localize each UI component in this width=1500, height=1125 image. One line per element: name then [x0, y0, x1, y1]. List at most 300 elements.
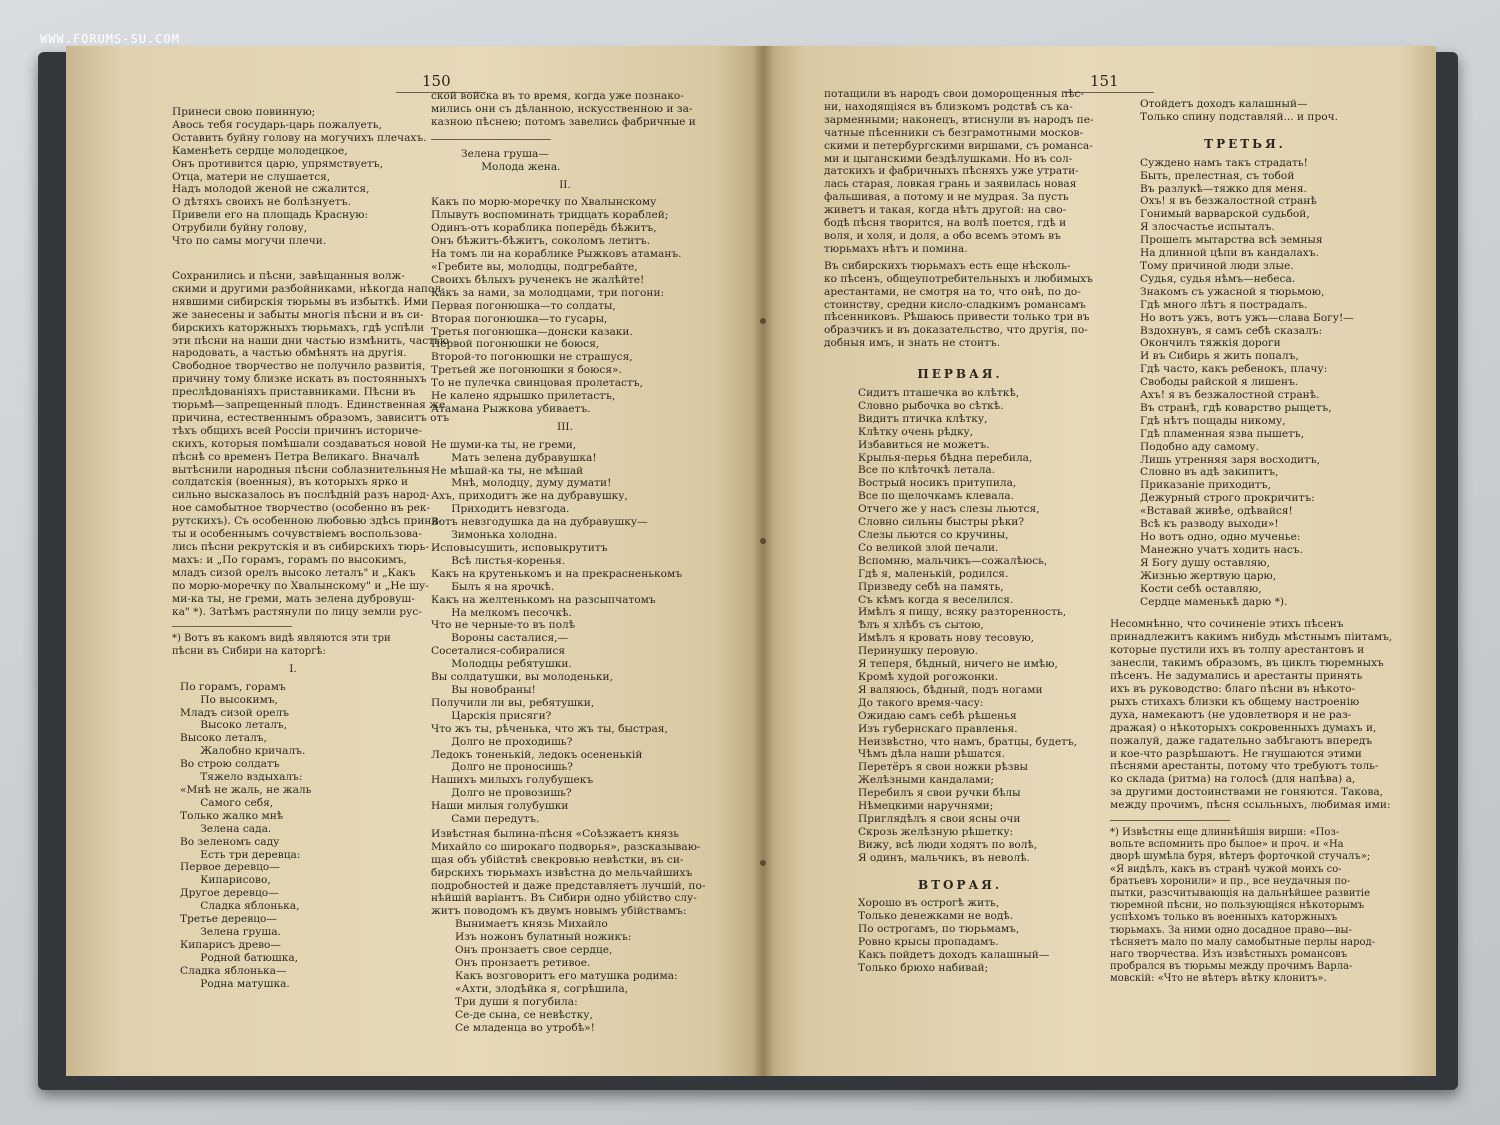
text-line: Что жъ ты, рѣченька, что жъ ты, быстрая,	[431, 722, 668, 735]
binding-stitch	[760, 318, 766, 324]
text-line: Кипарисъ древо—	[180, 938, 282, 951]
text-line: Въ странѣ, гдѣ коварство рыщетъ,	[1140, 401, 1332, 414]
text-line: По горамъ, горамъ	[180, 680, 286, 693]
text-line: Какъ на крутенькомъ и на прекрасненькомъ	[431, 567, 683, 580]
text-line: *) Вотъ въ какомъ видѣ являются эти три	[172, 633, 391, 645]
text-line: То не пулечка свинцовая пролетастъ,	[431, 377, 643, 390]
text-line: эти пѣсни на наши дни частью измѣнить, частью	[172, 334, 450, 347]
text-line: бирскихъ тюрьмахъ извѣстна до мельчайшихъ	[431, 866, 693, 879]
text-line: Знакомъ съ ужасной я тюрьмою,	[1140, 285, 1325, 298]
text-line: тѣсняетъ мало по малу самобытные перлы народ-	[1110, 936, 1376, 948]
text-line: Словно рыбочка во сѣткѣ.	[858, 399, 1004, 412]
text-line: пѣсенъ. Не задумались и арестанты принять	[1110, 670, 1363, 683]
text-line: зарменными; наконецъ, втиснули въ народъ пе-	[824, 113, 1094, 126]
text-line: Атамана Рыжкова убиваетъ.	[431, 402, 591, 415]
text-line: По острогамъ, по тюрьмамъ,	[858, 923, 1020, 936]
text-line: Молода жена.	[461, 160, 561, 173]
text-line: Подобно аду самому.	[1140, 440, 1259, 453]
text-line: Сидитъ пташечка во клѣткѣ,	[858, 387, 1020, 400]
text-line: Имѣлъ я кровать нову тесовую,	[858, 632, 1035, 645]
text-line: Какъ на желтенькомъ на разсыпчатомъ	[431, 593, 656, 606]
text-line: Въ сибирскихъ тюрьмахъ есть еще нѣсколь-	[824, 259, 1071, 272]
text-line: Что по самы могучи плечи.	[172, 235, 327, 248]
text-line: Вотъ невзгодушка да на дубравушку—	[431, 516, 648, 529]
text-line: Высоко леталъ,	[180, 732, 267, 745]
text-line: Гдѣ часто, какъ ребенокъ, плачу:	[1140, 363, 1328, 376]
section-numeral-1: I.	[289, 662, 297, 675]
text-line: Лишь утренняя заря восходитъ,	[1140, 453, 1320, 466]
text-line: за другими достоинствами не гоняются. Такова,	[1110, 786, 1384, 799]
text-line: Всѣ листья-коренья.	[431, 554, 566, 567]
text-line: Какъ по морю-моречку по Хвалынскому	[431, 196, 657, 209]
text-line: Мнѣ, молодцу, думу думати!	[431, 477, 612, 490]
text-line: Родной батюшка,	[180, 951, 299, 964]
text-line: Зимонька холодна.	[431, 529, 558, 542]
text-line: дворѣ шумѣла буря, вѣтеръ форточкой стучалъ»;	[1110, 851, 1371, 863]
text-line: Свободы райской я лишенъ.	[1140, 376, 1299, 389]
text-line: младъ сизой орелъ высоко леталъ" и „Какъ	[172, 566, 416, 579]
footnote	[1110, 827, 1380, 986]
text-line: Гонимый варварской судьбой,	[1140, 208, 1310, 221]
text-line: Клѣтку очень рѣдку,	[858, 425, 974, 438]
text-line: Молодцы ребятушки.	[431, 658, 572, 671]
text-line: Вынимаетъ князь Михайло	[455, 918, 608, 931]
text-line: бирскихъ каторжныхъ тюрьмахъ, гдѣ успѣли	[172, 321, 425, 334]
text-line: Съ кѣмъ когда я веселился.	[858, 593, 1014, 606]
text-line: Каменѣеть сердце молодецкое,	[172, 144, 348, 157]
text-line: Три души я погубила:	[455, 995, 578, 1008]
text-line: Приглядѣлъ я свои ясны очи	[858, 812, 1021, 825]
text-line: занесли, такимъ образомъ, въ циклъ тюремныхъ	[1110, 657, 1384, 670]
text-line: Вижу, всѣ люди ходятъ по волѣ,	[858, 838, 1038, 851]
text-line: Скрозь желѣзную рѣшетку:	[858, 825, 1014, 838]
section-numeral-3: III.	[557, 420, 573, 433]
text-line: воля, и холя, и доля, а обо всемъ этомъ въ	[824, 229, 1061, 242]
text-line: Наши милыя голубушки	[431, 800, 569, 813]
text-line: мились они съ дѣланною, искусственною и за-	[431, 102, 693, 115]
text-line: Со великой злой печали.	[858, 541, 999, 554]
text-line: потащили въ народъ свои доморощенныя пѣс-	[824, 88, 1084, 100]
text-line: сильно высказалось въ послѣдній разъ народ-	[172, 489, 430, 502]
text-line: Нашихъ милыхъ голубушекъ	[431, 774, 594, 787]
text-line: «Мнѣ не жаль, не жаль	[180, 784, 312, 796]
text-line: Самого себя,	[180, 796, 274, 809]
text-line: Сохранились и пѣсни, завѣщанныя волж-	[172, 269, 405, 282]
right-column-2	[1110, 98, 1393, 986]
text-line: Избавиться не можетъ.	[858, 438, 990, 451]
text-line: и кое-что разрѣшаютъ. Не гнушаются этими	[1110, 747, 1362, 760]
right-page	[764, 46, 1436, 1076]
prose-block-2	[824, 260, 1096, 350]
binding-stitch	[760, 538, 766, 544]
text-line: Сами передутъ.	[431, 813, 540, 826]
text-line: тюрьмахъ. За ними одно досадное право—вы-	[1110, 924, 1352, 936]
text-line: Зелена сада.	[180, 822, 272, 835]
text-line: Отрубили буйну голову,	[172, 222, 308, 235]
text-line: Всѣ къ разводу выходи»!	[1140, 518, 1279, 531]
text-line: Только брюхо набивай;	[858, 962, 989, 974]
verse-block-5	[431, 918, 699, 1034]
text-line: пробрался въ тюрьмы между прочимъ Варла-	[1110, 961, 1353, 973]
verse-block-3	[431, 196, 699, 415]
text-line: причину тому близке искать въ постоянныхъ	[172, 373, 427, 386]
text-line: махъ: и „По горамъ, горамъ по высокимъ,	[172, 553, 407, 566]
text-line: Но вотъ одно, одно мученье:	[1140, 531, 1301, 543]
text-line: пожалуй, даже гадательно забѣгаютъ впередъ	[1110, 734, 1373, 747]
text-line: скими и петербургскими виршами, съ романса-	[824, 139, 1093, 152]
text-line: тюрьмахъ нѣтъ и помина.	[824, 242, 968, 255]
text-line: Привели его на площадь Красную:	[172, 209, 369, 222]
text-line: ни, находящіяся въ близкомъ родствѣ съ ка-	[824, 100, 1073, 113]
text-line: солдатскія (военныя), въ которыхъ ярко и	[172, 476, 409, 489]
text-line: которые пустили ихъ въ толпу арестантовъ и	[1110, 644, 1365, 657]
text-line: тюрьмѣ—запрещенный плодъ. Единственная же	[172, 399, 446, 412]
verse-block-1	[172, 106, 427, 248]
text-line: На томъ ли на кораблике Рыжковъ атаманъ.	[431, 248, 682, 261]
text-line: Третье деревцо—	[180, 913, 277, 926]
text-line: Второй-то погонюшки не страшуся,	[431, 351, 633, 364]
text-line: Я одинъ, мальчикъ, въ неволѣ.	[858, 851, 1030, 864]
text-line: Видитъ птичка клѣтку,	[858, 412, 988, 425]
text-line: Ледокъ тоненькій, ледокъ осененькій	[431, 748, 643, 761]
text-line: Вы новобраны!	[431, 683, 536, 696]
verse-block-4	[431, 439, 699, 826]
text-line: преслѣдованіяхъ приставниками. Пѣсни въ	[172, 386, 416, 399]
text-line: Долго не проносишь?	[431, 761, 573, 774]
text-line: фальшивая, а потому и не мудрая. За пусть	[824, 191, 1069, 204]
text-line: Суждено намъ такъ страдать!	[1140, 156, 1308, 169]
text-line: щая объ убійствѣ свекровью невѣстки, въ си-	[431, 853, 684, 866]
text-line: пѣсни въ Сибири на каторгѣ:	[172, 645, 326, 657]
text-line: добныя имъ, и знать не стоитъ.	[824, 337, 1001, 350]
text-line: тѣхъ общихъ всей Россіи причинъ историче-	[172, 424, 422, 437]
text-line: Высоко леталъ,	[180, 719, 288, 732]
text-line: По высокимъ,	[180, 693, 278, 706]
text-line: Отойдетъ доходъ калашный—	[1140, 98, 1308, 110]
text-line: Ровно крысы пропадамъ.	[858, 936, 999, 949]
footnote-rule	[1110, 820, 1230, 821]
text-line: Судья, судья нѣмъ—небеса.	[1140, 272, 1296, 285]
text-line: братьевъ хоронили» и пр., все неудачныя по-	[1110, 875, 1351, 887]
text-line: Окончилъ тяжкія дороги	[1140, 337, 1281, 350]
text-line: Свободное творчество не получило развитія,	[172, 360, 426, 373]
text-line: Ахъ, приходитъ же на дубравушку,	[431, 490, 628, 503]
text-line: Чѣмъ дѣла наши рѣшатся.	[858, 748, 1006, 761]
text-line: Изъ губернскаго правленья.	[858, 722, 1018, 735]
text-line: Царскія присяги?	[431, 709, 552, 722]
text-line: Какъ пойдетъ доходъ калашный—	[858, 949, 1050, 962]
text-line: Перебилъ я свои ручки бѣлы	[858, 787, 1021, 800]
text-line: Есть три деревца:	[180, 848, 301, 861]
text-line: стоинству, средни кисло-сладкимъ романсамъ	[824, 298, 1086, 311]
left-page	[66, 46, 764, 1076]
text-line: ка" *). Затѣмъ растянули по лицу земли рус-	[172, 605, 422, 618]
text-line: принадлежитъ какимъ нибудь мѣстнымъ пiитамъ,	[1110, 631, 1393, 644]
text-line: До такого время-часу:	[858, 696, 984, 709]
verse-top	[1110, 98, 1380, 124]
text-line: Но вотъ ужъ, вотъ ужъ—слава Богу!—	[1140, 311, 1354, 324]
text-line: ко пѣсенъ, общеупотребительныхъ и любимыхъ	[824, 272, 1093, 285]
text-line: Приходитъ невзгода.	[431, 503, 570, 516]
text-line: ко склада (ритма) на голосѣ (для напѣва) а,	[1110, 773, 1356, 786]
text-line: датскихъ и фабричныхъ пѣсняхъ уже утрати-	[824, 165, 1079, 178]
text-line: подробностей и даже представляетъ лучшій, по-	[431, 879, 706, 892]
text-line: пытки, разсчитывающія на дальнѣйшее развитіе	[1110, 888, 1371, 900]
text-line: Перинушку перовую.	[858, 645, 978, 658]
text-line: Третьей же погонюшки я боюся».	[431, 364, 622, 377]
text-line: *) Извѣстны еще длиннѣйшія вирши: «Поз-	[1110, 827, 1340, 839]
text-line: Я злосчастье испыталъ.	[1140, 221, 1275, 234]
text-line: нявшими сибирскія тюрьмы въ избыткѣ. Ими	[172, 295, 429, 308]
text-line: Зелена груша.	[180, 925, 281, 938]
text-line: Вы солдатушки, вы молоденьки,	[431, 671, 613, 684]
text-line: Хорошо въ острогѣ жить,	[858, 897, 1000, 910]
text-line: пѣснями арестанты, потому что требуютъ толь-	[1110, 760, 1379, 773]
prose-block-1	[824, 88, 1096, 256]
text-line: Что не черные-то въ полѣ	[431, 619, 576, 632]
text-line: Слезы льются со кручины,	[858, 529, 1009, 541]
text-line: Сосеталися-собиралися	[431, 645, 566, 658]
text-line: Первое деревцо—	[180, 861, 280, 874]
text-line: Вспомню, мальчикъ—сожалѣюсь,	[858, 554, 1048, 567]
text-line: Мать зелена дубравушка!	[431, 451, 597, 464]
text-line: Тому причиной люди злые.	[1140, 259, 1294, 272]
text-line: Приказаніе приходитъ,	[1140, 479, 1272, 492]
text-line: нѣйшій варіантъ. Въ Сибири одно убійство слу-	[431, 892, 697, 905]
text-line: Родна матушка.	[180, 977, 290, 990]
text-line: Вороны састалися,—	[431, 632, 569, 645]
text-line: Крылья-перья бѣдна перебила,	[858, 451, 1033, 464]
text-line: Се младенца во утробѣ»!	[455, 1021, 595, 1034]
page-number: 151	[1090, 72, 1119, 90]
text-line: Се-де сына, се невѣстку,	[455, 1008, 593, 1021]
text-line: скими и другими разбойниками, нѣкогда напол-	[172, 282, 445, 295]
text-line: Не шуми-ка ты, не греми,	[431, 438, 577, 451]
prose-continuation	[431, 90, 699, 129]
prose-block-2	[431, 827, 706, 918]
text-line: Жизнью жертвую царю,	[1140, 569, 1277, 582]
verse-block-3	[1110, 157, 1380, 609]
text-line: Другое деревцо—	[180, 887, 279, 900]
text-line: Былъ я на ярочкѣ.	[431, 580, 555, 593]
text-line: Я Богу душу оставляю,	[1140, 556, 1270, 569]
text-line: лись пѣсни рекрутскія и въ сибирскихъ тюрь-	[172, 541, 429, 553]
text-line: Несомнѣнно, что сочиненіе этихъ пѣсенъ	[1110, 618, 1344, 631]
text-line: Онъ пронзаетъ ретивое.	[455, 957, 591, 969]
verse-block-2	[172, 681, 414, 991]
text-line: Прошелъ мытарства всѣ земныя	[1140, 234, 1323, 247]
text-line: О дѣтяхъ своихъ не болѣзнуетъ.	[172, 196, 351, 209]
text-line: ми-ка ты, не греми, мать зелена дубровуш-	[172, 592, 415, 605]
text-line: Все по клѣточкѣ летала.	[858, 464, 996, 477]
text-line: Одинъ-отъ кораблика поперёдь бѣжитъ,	[431, 222, 657, 235]
text-line: Отчего же у насъ слезы льются,	[858, 503, 1040, 516]
text-line: «Я видѣлъ, какъ въ странѣ чужой моихъ со-	[1110, 863, 1342, 875]
text-line: Принеси свою повинную;	[172, 106, 316, 118]
text-line: Сладка яблонька,	[180, 900, 300, 913]
text-line: Онъ пронзаетъ свое сердце,	[455, 944, 613, 957]
text-line: Отца, матери не слушается,	[172, 170, 331, 183]
text-line: ской войска въ то время, когда уже познако-	[431, 90, 684, 102]
text-line: духа, намекаютъ (не удовлетворя и не раз-	[1110, 708, 1352, 721]
text-line: Авось тебя государь-царь пожалуеть,	[172, 118, 382, 131]
left-column-2	[431, 90, 706, 1034]
text-line: скихъ, которыя помѣшали создаваться новой	[172, 437, 427, 450]
text-line: образчикъ и въ доказательство, что другія, по-	[824, 324, 1088, 337]
text-line: Во строю солдатъ	[180, 758, 280, 771]
text-line: арестантами, не смотря на то, что онѣ, по до-	[824, 285, 1081, 298]
text-line: Жалобно кричалъ.	[180, 745, 306, 758]
text-line: наго творчества. Изъ извѣстныхъ романсовъ	[1110, 949, 1348, 961]
text-line: ихъ въ руководство: благо пѣсни въ нѣкото-	[1110, 682, 1356, 695]
page-number: 150	[422, 72, 451, 90]
text-line: Вздохнувъ, я самъ себѣ сказалъ:	[1140, 324, 1323, 337]
text-line: ное самобытное творчество (особенно въ рек-	[172, 502, 431, 515]
verse-block-2	[824, 897, 1096, 974]
text-line: Вторая погонюшка—то гусары,	[431, 312, 608, 325]
text-line: народовать, а частью обмѣнять на другія.	[172, 347, 407, 360]
text-line: Манежно учатъ ходить насъ.	[1140, 543, 1303, 556]
text-line: Сердце маменькѣ дарю *).	[1140, 595, 1288, 608]
text-line: рутскихъ). Съ особенною любовью здѣсь приня-	[172, 515, 442, 528]
text-line: Третья погонюшка—донски казаки.	[431, 325, 633, 338]
prose-block	[172, 269, 450, 618]
text-line: Ожидаю самъ себѣ рѣшенья	[858, 709, 1017, 722]
text-line: Словно въ адѣ закипитъ,	[1140, 466, 1279, 479]
text-line: живетъ и такая, когда нѣтъ другой: на сво-	[824, 204, 1067, 217]
left-column-1	[172, 106, 450, 991]
text-line: Гдѣ много лѣтъ я пострадалъ.	[1140, 298, 1308, 311]
text-line: причина, естественнымъ образомъ, зависитъ отъ	[172, 411, 450, 424]
text-line: Гдѣ я, маленькій, родился.	[858, 567, 1009, 580]
text-line: Онъ противится царю, упрямствуетъ,	[172, 157, 383, 170]
text-line: чатные пѣсенники съ безграмотными москов-	[824, 126, 1084, 139]
text-line: Михайло со широкаго подворья», разсказываю-	[431, 840, 701, 853]
text-line: ми и цыганскими бездѣлушками. Но въ сол-	[824, 152, 1073, 165]
text-line: казною пѣснею; потомъ завелись фабричные и	[431, 115, 696, 128]
text-line: Тяжело вздыхалъ:	[180, 771, 303, 784]
text-line: вольте вспомнить про былое» и проч. и «На	[1110, 839, 1344, 851]
text-line: Только жалко мнѣ	[180, 809, 284, 822]
footnote	[172, 633, 414, 657]
text-line: Получили ли вы, ребятушки,	[431, 696, 595, 709]
text-line: вытѣснили народныя пѣсни соблазнительныя	[172, 463, 430, 476]
text-line: житъ поводомъ къ двумъ новымъ убійствамъ:	[431, 905, 687, 918]
text-line: Вострый носикъ притупила,	[858, 477, 1017, 490]
text-line: Словно сильны быстры рѣки?	[858, 516, 1025, 529]
book-spine	[752, 46, 774, 1076]
verse-top	[431, 148, 699, 174]
text-line: И въ Сибирь я жить попалъ,	[1140, 350, 1299, 363]
text-line: по морю-моречку по Хвалынскому" и „Не шу-	[172, 579, 429, 592]
footnote-rule	[172, 626, 292, 627]
text-line: Зелена груша—	[461, 147, 549, 160]
text-line: Дежурный строго прокричитъ:	[1140, 492, 1315, 505]
text-line: Въ разлукѣ—тяжко для меня.	[1140, 182, 1307, 195]
text-line: Своихъ бѣлыхъ рученекъ не жалѣйте!	[431, 273, 645, 286]
text-line: Кости себѣ оставляю,	[1140, 582, 1262, 595]
text-line: Онъ бѣжитъ-бѣжитъ, соколомъ летитъ.	[431, 235, 651, 248]
text-line: между прочимъ, пѣсня ссыльныхъ, любимая ими:	[1110, 799, 1391, 812]
text-line: Ахъ! я въ безжалостной странѣ.	[1140, 389, 1320, 402]
text-line: «Ахти, злодѣйка я, согрѣшила,	[455, 982, 629, 995]
text-line: Все по щелочкамъ клевала.	[858, 490, 1014, 503]
text-line: Желѣзными кандалами;	[858, 774, 994, 787]
text-line: Изъ ножонъ булатный ножикъ:	[455, 931, 632, 944]
text-line: Я теперя, бѣдный, ничего не имѣю,	[858, 658, 1058, 671]
text-line: пѣснѣ со временъ Петра Великаго. Вначалѣ	[172, 450, 420, 463]
text-line: ты и особеннымъ сочувствіемъ воспользова-	[172, 528, 422, 541]
text-line: дражая) о нѣкоторыхъ сокровенныхъ думахъ и,	[1110, 721, 1377, 734]
text-line: Не мѣшай-ка ты, не мѣшай	[431, 464, 584, 477]
text-line: бодѣ пѣсня творится, на волѣ поется, гдѣ и	[824, 217, 1067, 230]
text-line: Извѣстная былина-пѣсня «Соѣзжаетъ князь	[431, 827, 679, 840]
text-line: Исповысушить, исповыкрутитъ	[431, 542, 608, 554]
text-line: Только денежками не водѣ.	[858, 910, 1014, 923]
text-line: Я валяюсь, бѣдный, подъ ногами	[858, 683, 1043, 696]
text-line: Быть, прелестная, съ тобой	[1140, 169, 1295, 182]
text-line: Не калено ядрышко прилетастъ,	[431, 390, 616, 403]
text-line: Долго не проходишь?	[431, 735, 573, 748]
text-line: Оставить буйну голову на могучихъ плечахъ.	[172, 131, 427, 144]
text-line: Младъ сизой орелъ	[180, 706, 289, 719]
text-line: Кромѣ худой рогожонки.	[858, 670, 999, 683]
text-line: Кипарисово,	[180, 874, 271, 887]
text-line: успѣхомъ только въ военныхъ каторжныхъ	[1110, 912, 1338, 924]
text-line: Сладка яблонька—	[180, 964, 287, 977]
section-heading-2: ВТОРАЯ.	[917, 877, 1003, 892]
text-line: Первой погонюшки не боюся,	[431, 338, 600, 351]
section-numeral-2: II.	[559, 178, 571, 191]
section-heading-3: ТРЕТЬЯ.	[1204, 136, 1286, 151]
text-line: Неизвѣстно, что намъ, братцы, будетъ,	[858, 735, 1078, 748]
footnote-rule	[431, 139, 551, 140]
prose-block	[1110, 618, 1393, 812]
text-line: же занесены и забыты многія пѣсни и въ си-	[172, 308, 424, 321]
text-line: Какъ за нами, за молодцами, три погони:	[431, 286, 665, 299]
text-line: Первая погонюшка—то солдаты,	[431, 299, 616, 312]
text-line: Призведу себѣ на память,	[858, 580, 1004, 593]
text-line: На длинной цѣпи въ кандалахъ.	[1140, 247, 1319, 260]
text-line: Имѣлъ я пищу, всяку разторенность,	[858, 606, 1067, 619]
section-heading-1: ПЕРВАЯ.	[917, 367, 1003, 382]
text-line: Плывуть воспоминать тридцать кораблей;	[431, 209, 669, 222]
text-line: Во зеленомъ саду	[180, 835, 280, 848]
text-line: пѣсенниковъ. Рѣшаюсь привести только три въ	[824, 311, 1090, 324]
text-line: Перетёръ я свои ножки рѣзвы	[858, 761, 1028, 774]
watermark: WWW.FORUMS-SU.COM	[40, 32, 180, 46]
text-line: Ѣлъ я хлѣбъ съ сытою,	[858, 619, 984, 632]
text-line: Долго не провозишь?	[431, 787, 572, 800]
text-line: Только спину подставляй... и проч.	[1140, 110, 1339, 123]
text-line: На мелкомъ песочкѣ.	[431, 606, 572, 619]
text-line: Гдѣ нѣтъ пощады никому,	[1140, 414, 1286, 427]
text-line: тюремной пѣсни, но пользующіяся нѣкоторымъ	[1110, 900, 1365, 912]
text-line: мовскій: «Что не вѣтеръ вѣтку клонитъ».	[1110, 973, 1327, 985]
text-line: Охъ! я въ безжалостной странѣ	[1140, 195, 1317, 208]
verse-block-1	[824, 387, 1096, 865]
text-line: рыхъ стихахъ близки къ общему настроенію	[1110, 695, 1360, 708]
text-line: Надъ молодой женой не сжалится,	[172, 183, 370, 196]
text-line: лась старая, ловкая грань и заявилась новая	[824, 178, 1077, 191]
binding-stitch	[760, 860, 766, 866]
text-line: Какъ возговоритъ его матушка родима:	[455, 969, 678, 982]
text-line: «Гребите вы, молодцы, подгребайте,	[431, 260, 638, 273]
text-line: «Вставай живѣе, одѣвайся!	[1140, 505, 1293, 518]
right-column-1	[824, 88, 1096, 975]
text-line: Гдѣ пламенная язва пышетъ,	[1140, 427, 1305, 440]
text-line: Нѣмецкими наручнями;	[858, 800, 994, 813]
